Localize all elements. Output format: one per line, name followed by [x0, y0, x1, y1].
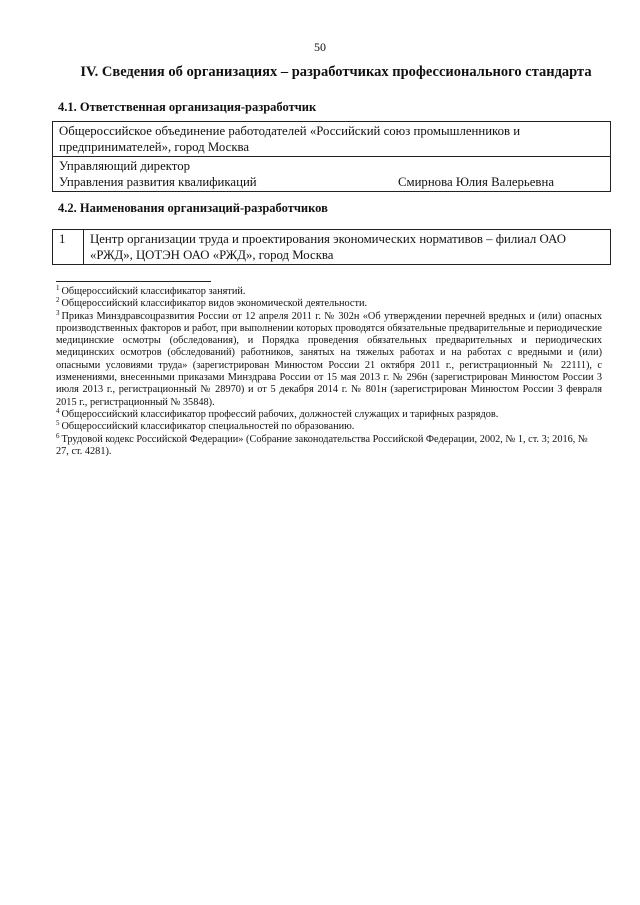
footnote: [56, 298, 602, 310]
page-number: 50: [314, 40, 326, 54]
footnote: [56, 431, 602, 459]
responsible-position-title: Управляющий директор: [53, 157, 611, 175]
footnote: [56, 286, 602, 298]
developer-name: Центр организации труда и проектирования экономических нормативов – филиал ОАО «РЖД», ЦОТЭН ОАО «РЖД», город Москва: [84, 230, 611, 265]
footnote-mark: 5: [56, 419, 60, 428]
table-row: [53, 230, 611, 265]
footnote-mark: 4: [56, 406, 60, 415]
responsible-department: Управления развития квалификаций: [59, 175, 257, 189]
footnote-text: Общероссийский классификатор специальностей по образованию.: [61, 421, 355, 433]
footnote-text: Общероссийский классификатор видов экономической деятельности.: [61, 298, 368, 310]
footnote: [56, 421, 602, 433]
footnote-mark: 2: [56, 296, 60, 305]
footnote-text: Приказ Минздравсоцразвития России от 12 апреля 2011 г. № 302н «Об утверждении перечней вредных и (или) опасных производственных факторов и работ, при выполнении которых проводятся обязательные предварительные и периодические медицинские осмотры (обследования), и Порядка проведения обязательных предварительных и периодических медицинских осмотров (обследований) работников, занятых на тяжелых работах и на работах с вредными и (или) опасными условиями труда» (зарегистрирован Минюстом России 21 октября 2011 г., регистрационный № 22111), с изменениями, внесенными приказами Минздрава России от 15 мая 2013 г. № 296н (зарегистрирован Минюстом России 3 июля 2013 г., регистрационный № 28970) и от 5 декабря 2014 г. № 801н (зарегистрирован Минюстом России 3 февраля 2015 г., регистрационный № 35848).: [56, 310, 602, 408]
section-title: IV. Сведения об организациях – разработчиках профессионального стандарта: [80, 64, 592, 80]
footnote: [56, 406, 602, 421]
subsection-heading-developers: 4.2. Наименования организаций-разработчиков: [58, 201, 328, 215]
footnote-mark: 1: [56, 284, 60, 292]
footnote-mark: 3: [56, 308, 60, 317]
footnote-text: Общероссийский классификатор профессий рабочих, должностей служащих и тарифных разрядов.: [61, 408, 499, 420]
subsection-heading-responsible: 4.1. Ответственная организация-разработчик: [58, 100, 317, 114]
responsible-person-name: Смирнова Юлия Валерьевна: [397, 175, 554, 189]
responsible-position-department: [53, 174, 611, 192]
footnote-mark: 6: [56, 431, 60, 440]
footnote-text: Общероссийский классификатор занятий.: [61, 286, 246, 297]
footnote: [56, 308, 602, 409]
footnotes: [56, 286, 602, 458]
responsible-org-name: Общероссийское объединение работодателей «Российский союз промышленников и предпринимателей», город Москва: [53, 122, 611, 157]
developer-number: 1: [53, 230, 84, 265]
footnote-separator: [56, 281, 211, 282]
developer-organizations-table: [52, 229, 611, 265]
footnote-text: Трудовой кодекс Российской Федерации» (Собрание законодательства Российской Федерации, 2002, № 1, ст. 3; 2016, № 27, ст. 4281).: [56, 433, 588, 457]
responsible-organization-table: [52, 121, 611, 192]
